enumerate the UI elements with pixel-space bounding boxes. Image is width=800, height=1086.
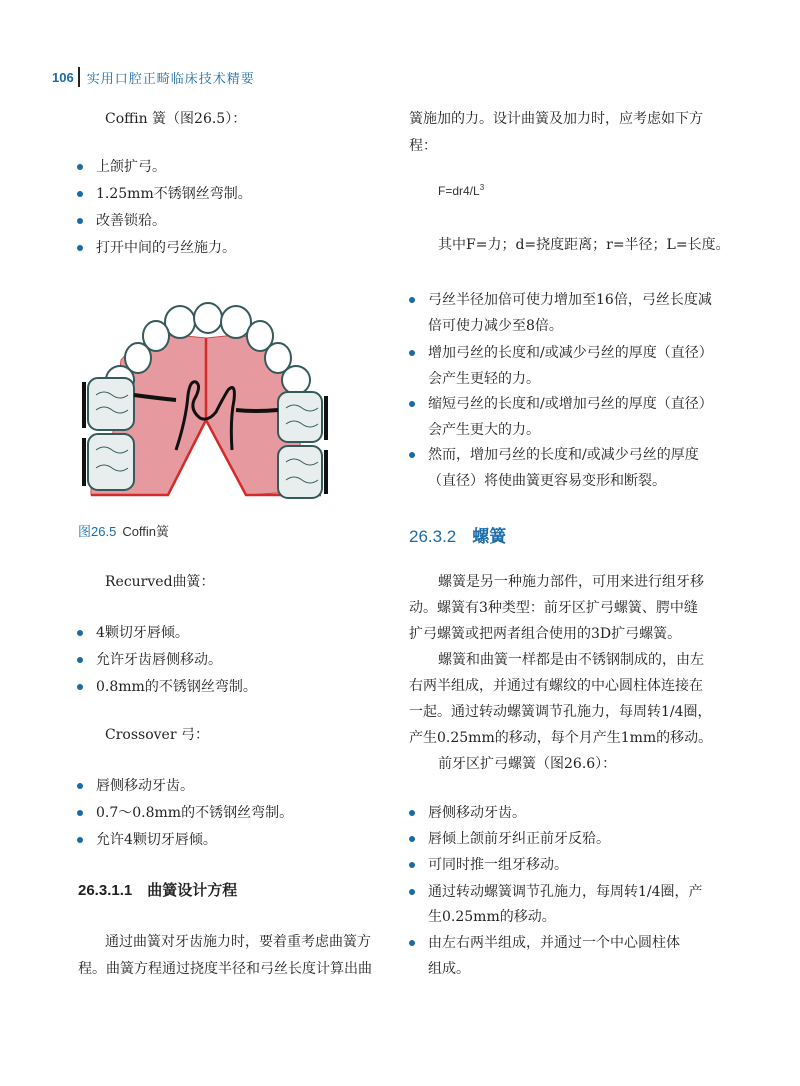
paragraph-line: 螺簧是另一种施力部件，可用来进行组牙移	[438, 574, 704, 590]
list-item-continuation: 倍可使力减少至8倍。	[428, 318, 563, 334]
formula-legend: 其中F=力；d=挠度距离；r=半径；L=长度。	[438, 237, 730, 253]
header-divider	[78, 67, 80, 87]
paragraph-line: 一起。通过转动螺簧调节孔施力，每周转1/4圈，	[409, 704, 712, 720]
paragraph-line: 扩弓螺簧或把两者组合使用的3D扩弓螺簧。	[409, 626, 682, 642]
page-number: 106	[52, 69, 74, 85]
crossover-intro: Crossover 弓：	[105, 727, 209, 743]
list-item-continuation: （直径）将使曲簧更容易变形和断裂。	[428, 473, 666, 489]
list-item: 增加弓丝的长度和/或减少弓丝的厚度（直径）	[428, 340, 713, 366]
list-item-continuation: 生0.25mm的移动。	[428, 909, 556, 925]
list-item: 改善锁𬌗。	[96, 208, 166, 234]
list-item: 由左右两半组成，并通过一个中心圆柱体	[428, 930, 680, 956]
coffin-intro: Coffin 簧（图26.5）：	[105, 111, 247, 127]
list-item: 然而，增加弓丝的长度和/或减少弓丝的厚度	[428, 442, 699, 468]
paragraph-line: 通过曲簧对牙齿施力时，要着重考虑曲簧方	[105, 934, 371, 950]
figure-caption: 图26.5 Coffin簧	[78, 524, 170, 539]
paragraph-line: 产生0.25mm的移动，每个月产生1mm的移动。	[409, 730, 713, 746]
list-item: 唇侧移动牙齿。	[96, 773, 194, 799]
list-item: 0.8mm的不锈钢丝弯制。	[96, 674, 257, 700]
paragraph-line: 动。螺簧有3种类型：前牙区扩弓螺簧、腭中缝	[409, 600, 698, 616]
list-item: 唇侧移动牙齿。	[428, 800, 526, 826]
coffin-spring-figure	[76, 300, 336, 510]
screw-intro: 前牙区扩弓螺簧（图26.6）：	[438, 756, 617, 772]
list-item: 允许4颗切牙唇倾。	[96, 827, 217, 853]
list-item-continuation: 组成。	[428, 961, 470, 977]
list-item: 上颌扩弓。	[96, 154, 166, 180]
list-item: 4颗切牙唇倾。	[96, 620, 189, 646]
list-item-continuation: 会产生更轻的力。	[428, 371, 540, 387]
recurved-intro: Recurved曲簧：	[105, 574, 215, 590]
list-item: 弓丝半径加倍可使力增加至16倍，弓丝长度减	[428, 287, 712, 313]
spring-formula: $F=dr4/L^3$	[438, 183, 485, 198]
paragraph-line: 程。曲簧方程通过挠度半径和弓丝长度计算出曲	[78, 961, 372, 977]
list-item: 通过转动螺簧调节孔施力，每周转1/4圈，产	[428, 879, 703, 905]
list-item: 唇倾上颌前牙纠正前牙反𬌗。	[428, 826, 610, 852]
paragraph-line: 螺簧和曲簧一样都是由不锈钢制成的，由左	[438, 652, 704, 668]
paragraph-line: 程：	[409, 138, 437, 154]
list-item: 可同时推一组牙移动。	[428, 852, 568, 878]
list-item: 缩短弓丝的长度和/或增加弓丝的厚度（直径）	[428, 391, 713, 417]
section-heading-26-3-2: 26.3.2 螺簧	[409, 527, 507, 546]
list-item-continuation: 会产生更大的力。	[428, 422, 540, 438]
paragraph-line: 右两半组成，并通过有螺纹的中心圆柱体连接在	[409, 678, 703, 694]
list-item: 1.25mm不锈钢丝弯制。	[96, 181, 252, 207]
list-item: 允许牙齿唇侧移动。	[96, 647, 222, 673]
book-title: 实用口腔正畸临床技术精要	[86, 70, 255, 86]
list-item: 打开中间的弓丝施力。	[96, 235, 236, 261]
list-item: 0.7～0.8mm的不锈钢丝弯制。	[96, 800, 293, 826]
running-header	[52, 66, 255, 88]
paragraph-line: 簧施加的力。设计曲簧及加力时，应考虑如下方	[409, 111, 703, 127]
section-heading-26-3-1-1: 26.3.1.1 曲簧设计方程	[78, 882, 238, 899]
